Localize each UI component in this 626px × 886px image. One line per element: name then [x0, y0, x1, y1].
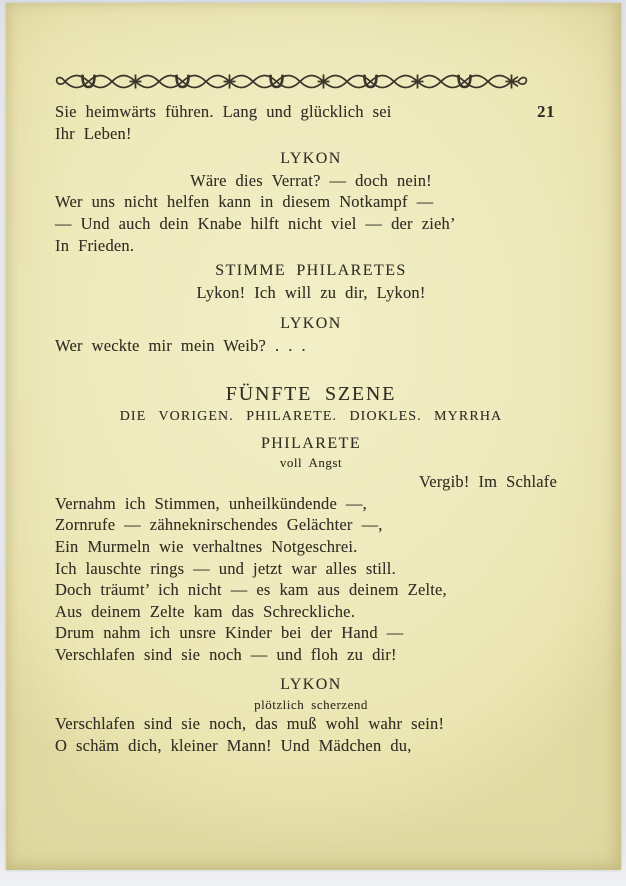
scene-heading: FÜNFTE SZENE — [225, 382, 397, 405]
text-line: Aus deinem Zelte kam das Schreckliche. — [55, 601, 356, 621]
book-page — [6, 3, 621, 870]
text-line: Wer weckte mir mein Weib? . . . — [55, 335, 306, 355]
text-line: Ich lauschte rings — und jetzt war alles still. — [55, 558, 396, 578]
stage-direction: voll Angst — [279, 455, 343, 471]
verse-line-centered: Lykon! Ich will zu dir, Lykon! — [196, 282, 426, 302]
verse-line-right: Vergib! Im Schlafe — [418, 472, 557, 492]
text-line: — Und auch dein Knabe hilft nicht viel — der zieh’ — [55, 213, 456, 233]
text-line: Verschlafen sind sie noch, das muß wohl wahr sein! — [55, 714, 445, 734]
text-line: Verschlafen sind sie noch — und floh zu dir! — [55, 644, 397, 664]
text-line-content: Sie heimwärts führen. Lang und glücklich sei — [55, 102, 392, 121]
text-line: O schäm dich, kleiner Mann! Und Mädchen du, — [55, 735, 412, 755]
stage-direction: plötzlich scherzend — [254, 697, 368, 713]
text-line: Drum nahm ich unsre Kinder bei der Hand — — [55, 623, 404, 643]
speaker-heading: PHILARETE — [260, 434, 362, 452]
text-line: Doch träumt’ ich nicht — es kam aus deinem Zelte, — [55, 580, 447, 600]
cast-list: DIE VORIGEN. PHILARETE. DIOKLES. MYRRHA — [119, 408, 503, 424]
scroll-chain-ornament-icon — [55, 71, 528, 92]
page-content — [55, 71, 567, 756]
text-line: Zornrufe — zähneknirschendes Gelächter —, — [55, 515, 383, 535]
text-line: Ihr Leben! — [55, 123, 132, 143]
page-number: 21 — [537, 102, 555, 121]
speaker-heading: LYKON — [280, 150, 342, 168]
speaker-heading: LYKON — [280, 315, 342, 333]
verse-line-centered: Wäre dies Verrat? — doch nein! — [190, 170, 432, 190]
text-line: Vernahm ich Stimmen, unheilkündende —, — [55, 493, 367, 513]
text-line: Ein Murmeln wie verhaltnes Notgeschrei. — [55, 536, 358, 556]
text-line: In Frieden. — [55, 235, 135, 255]
speaker-heading: STIMME PHILARETES — [215, 262, 407, 280]
text-line: Wer uns nicht helfen kann in diesem Notkampf — — [55, 192, 434, 212]
speaker-heading: LYKON — [280, 676, 342, 694]
text-line — [55, 101, 567, 123]
